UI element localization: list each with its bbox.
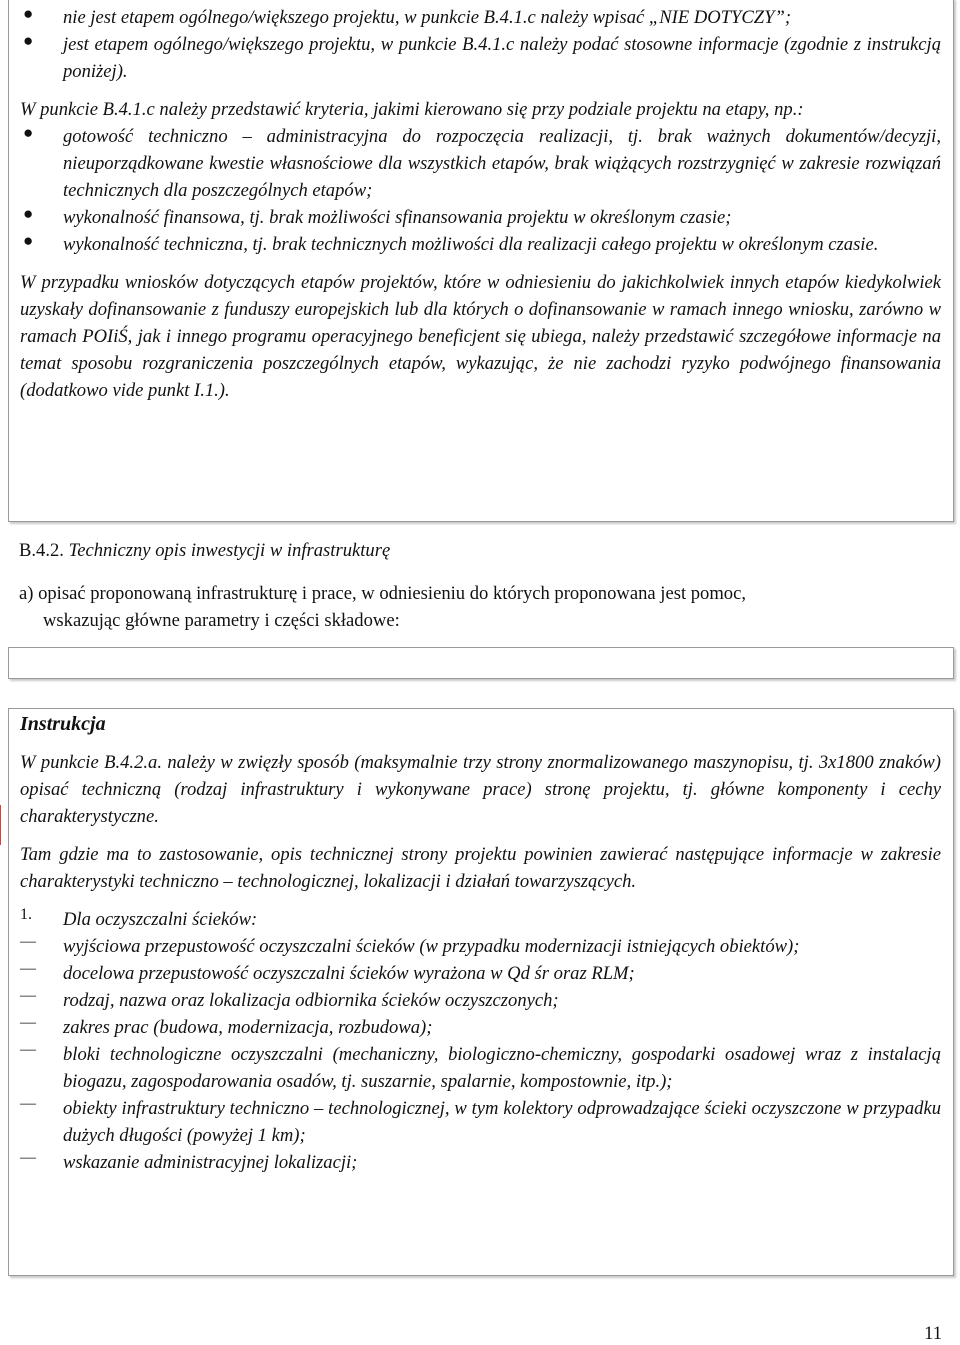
- list-item-text: docelowa przepustowość oczyszczalni ścieków wyrażona w Qd śr oraz RLM;: [63, 963, 635, 984]
- bullet-icon: ●: [23, 31, 34, 50]
- section-title: Techniczny opis inwestycji w infrastrukturę: [68, 540, 391, 561]
- list-item: [20, 1095, 941, 1149]
- dash-icon: —: [20, 960, 36, 977]
- list-item: [20, 1149, 941, 1176]
- bullet-icon: ●: [23, 4, 34, 23]
- list-item: [20, 987, 941, 1014]
- list-item: [20, 960, 941, 987]
- bullet-text: jest etapem ogólnego/większego projektu, w punkcie B.4.1.c należy podać stosowne informacje (zgodnie z instrukcją poniżej).: [63, 34, 941, 82]
- dash-icon: —: [20, 1041, 36, 1058]
- bullet-item: [20, 4, 941, 31]
- list-item: [20, 1041, 941, 1095]
- bullet-text: nie jest etapem ogólnego/większego projektu, w punkcie B.4.1.c należy wpisać „NIE DOTYCZY”;: [63, 7, 792, 28]
- list-item-text: bloki technologiczne oczyszczalni (mechaniczny, biologiczno-chemiczny, gospodarki osadowej wraz z instalacją biogazu, zagospodarowania osadów, tj. suszarnie, spalarnie, kompostownie, itp.);: [63, 1044, 941, 1092]
- list-item: [20, 933, 941, 960]
- criteria-item: [20, 231, 941, 258]
- criteria-intro: W punkcie B.4.1.c należy przedstawić kryteria, jakimi kierowano się przy podziale projektu na etapy, np.:: [20, 99, 804, 120]
- list-item-text: zakres prac (budowa, modernizacja, rozbudowa);: [63, 1017, 433, 1038]
- list-item-text: wyjściowa przepustowość oczyszczalni ścieków (w przypadku modernizacji istniejących obiektów);: [63, 936, 800, 957]
- dash-icon: —: [20, 1095, 36, 1112]
- revision-marker: [0, 805, 1, 845]
- dash-icon: —: [20, 1149, 36, 1166]
- bullet-icon: ●: [23, 123, 34, 142]
- page-number: 11: [924, 1323, 942, 1344]
- criteria-text: gotowość techniczno – administracyjna do rozpoczęcia realizacji, tj. brak ważnych dokumentów/decyzji, nieuporządkowane kwestie własnościowe dla wszystkich etapów, brak wiążących rozstrzygnięć w zakresie rozwiązań technicznych dla poszczególnych etapów;: [63, 126, 941, 201]
- bullet-icon: ●: [23, 231, 34, 250]
- instruction-box: [8, 708, 954, 1276]
- instruction-paragraph: W punkcie B.4.2.a. należy w zwięzły sposób (maksymalnie trzy strony znormalizowanego maszynopisu, tj. 3x1800 znaków) opisać techniczną (rodzaj infrastruktury i wykonywane prace) stronę projektu, tj. główne komponenty i cechy charakterystyczne.: [20, 752, 941, 827]
- criteria-item: [20, 204, 941, 231]
- instruction-heading: Instrukcja: [20, 713, 106, 735]
- section-number: B.4.2.: [19, 540, 64, 561]
- section-heading: [19, 537, 390, 564]
- bullet-icon: ●: [23, 204, 34, 223]
- criteria-item: [20, 123, 941, 204]
- list-item-text: rodzaj, nazwa oraz lokalizacja odbiornika ścieków oczyszczonych;: [63, 990, 559, 1011]
- dofinansowanie-paragraph: W przypadku wniosków dotyczących etapów projektów, które w odniesieniu do jakichkolwiek innych etapów kiedykolwiek uzyskały dofinansowanie z funduszy europejskich lub dla których o dofinansowanie w ramach innego wniosku, zarówno w ramach POIiŚ, jak i innego programu operacyjnego beneficjent się ubiega, należy przedstawić szczegółowe informacje na temat sposobu rozgraniczenia poszczególnych etapów, wykazując, że nie zachodzi ryzyko podwójnego finansowania (dodatkowo vide punkt I.1.).: [20, 272, 941, 401]
- list-title: Dla oczyszczalni ścieków:: [63, 909, 258, 930]
- answer-field[interactable]: [8, 647, 954, 679]
- item-a-text: a) opisać proponowaną infrastrukturę i prace, w odniesieniu do których proponowana jest pomoc,: [19, 583, 747, 604]
- list-item-text: wskazanie administracyjnej lokalizacji;: [63, 1152, 358, 1173]
- list-heading: [20, 906, 941, 933]
- list-item-text: obiekty infrastruktury techniczno – technologicznej, w tym kolektory odprowadzające ścieki oczyszczone w przypadku dużych długości (powyżej 1 km);: [63, 1098, 941, 1146]
- instruction-paragraph: Tam gdzie ma to zastosowanie, opis technicznej strony projektu powinien zawierać następujące informacje w zakresie charakterystyki techniczno – technologicznej, lokalizacji i działań towarzyszących.: [20, 844, 941, 892]
- criteria-text: wykonalność finansowa, tj. brak możliwości sfinansowania projektu w określonym czasie;: [63, 207, 732, 228]
- criteria-text: wykonalność techniczna, tj. brak technicznych możliwości dla realizacji całego projektu w określonym czasie.: [63, 234, 879, 255]
- dash-icon: —: [20, 987, 36, 1004]
- item-a-continuation: wskazując główne parametry i części składowe:: [43, 610, 400, 631]
- list-number: 1.: [20, 906, 32, 923]
- dash-icon: —: [20, 1014, 36, 1031]
- bullet-item: [20, 31, 941, 85]
- instruction-box-etapy: [8, 0, 954, 522]
- dash-icon: —: [20, 933, 36, 950]
- list-item: [20, 1014, 941, 1041]
- item-a: [19, 580, 746, 634]
